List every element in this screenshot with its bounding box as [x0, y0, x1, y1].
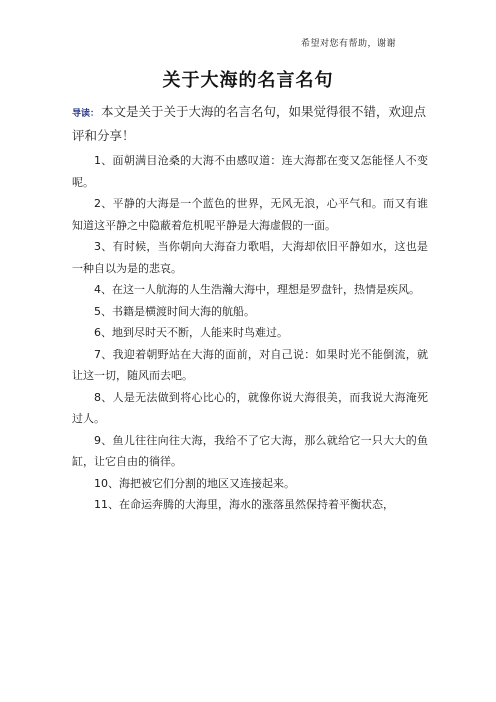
quote-item: 11、在命运奔腾的大海里，海水的涨落虽然保持着平衡状态，	[94, 498, 394, 511]
quote-item: 4、在这一人航海的人生浩瀚大海中，理想是罗盘针，热情是疾风。	[94, 283, 420, 296]
quote-item: 9、鱼儿往往向往大海，我给不了它大海，那么就给它一只大大的鱼缸，让它自由的徜徉。	[72, 433, 428, 468]
intro-lead: 导读：	[72, 109, 100, 119]
intro-paragraph	[72, 101, 428, 146]
quote-item: 1、面朝满目沧桑的大海不由感叹道：连大海都在变又怎能怪人不变呢。	[72, 154, 428, 189]
quote-item: 2、平静的大海是一个蓝色的世界，无风无浪，心平气和。而又有谁知道这平静之中隐蔽着危机呢平静是大海虚假的一面。	[72, 197, 428, 232]
header-note: 希望对您有帮助，谢谢	[300, 39, 396, 49]
quote-item: 3、有时候，当你朝向大海奋力歌唱，大海却依旧平静如水，这也是一种自以为是的悲哀。	[72, 240, 428, 275]
quote-item: 8、人是无法做到将心比心的，就像你说大海很美，而我说大海淹死过人。	[72, 390, 428, 425]
intro-text: 本文是关于关于大海的名言名句，如果觉得很不错，欢迎点评和分享！	[72, 104, 427, 143]
quote-item: 7、我迎着朝野站在大海的面前，对自己说：如果时光不能倒流，就让这一切，随风而去吧。	[72, 347, 428, 382]
quote-item: 10、海把被它们分割的地区又连接起来。	[94, 476, 295, 490]
quote-item: 6、地到尽时天不断，人能来时鸟难过。	[94, 326, 288, 339]
quote-list	[72, 150, 428, 516]
document-title: 关于大海的名言名句	[162, 70, 334, 91]
quote-item: 5、书籍是横渡时间大海的航船。	[94, 304, 255, 318]
